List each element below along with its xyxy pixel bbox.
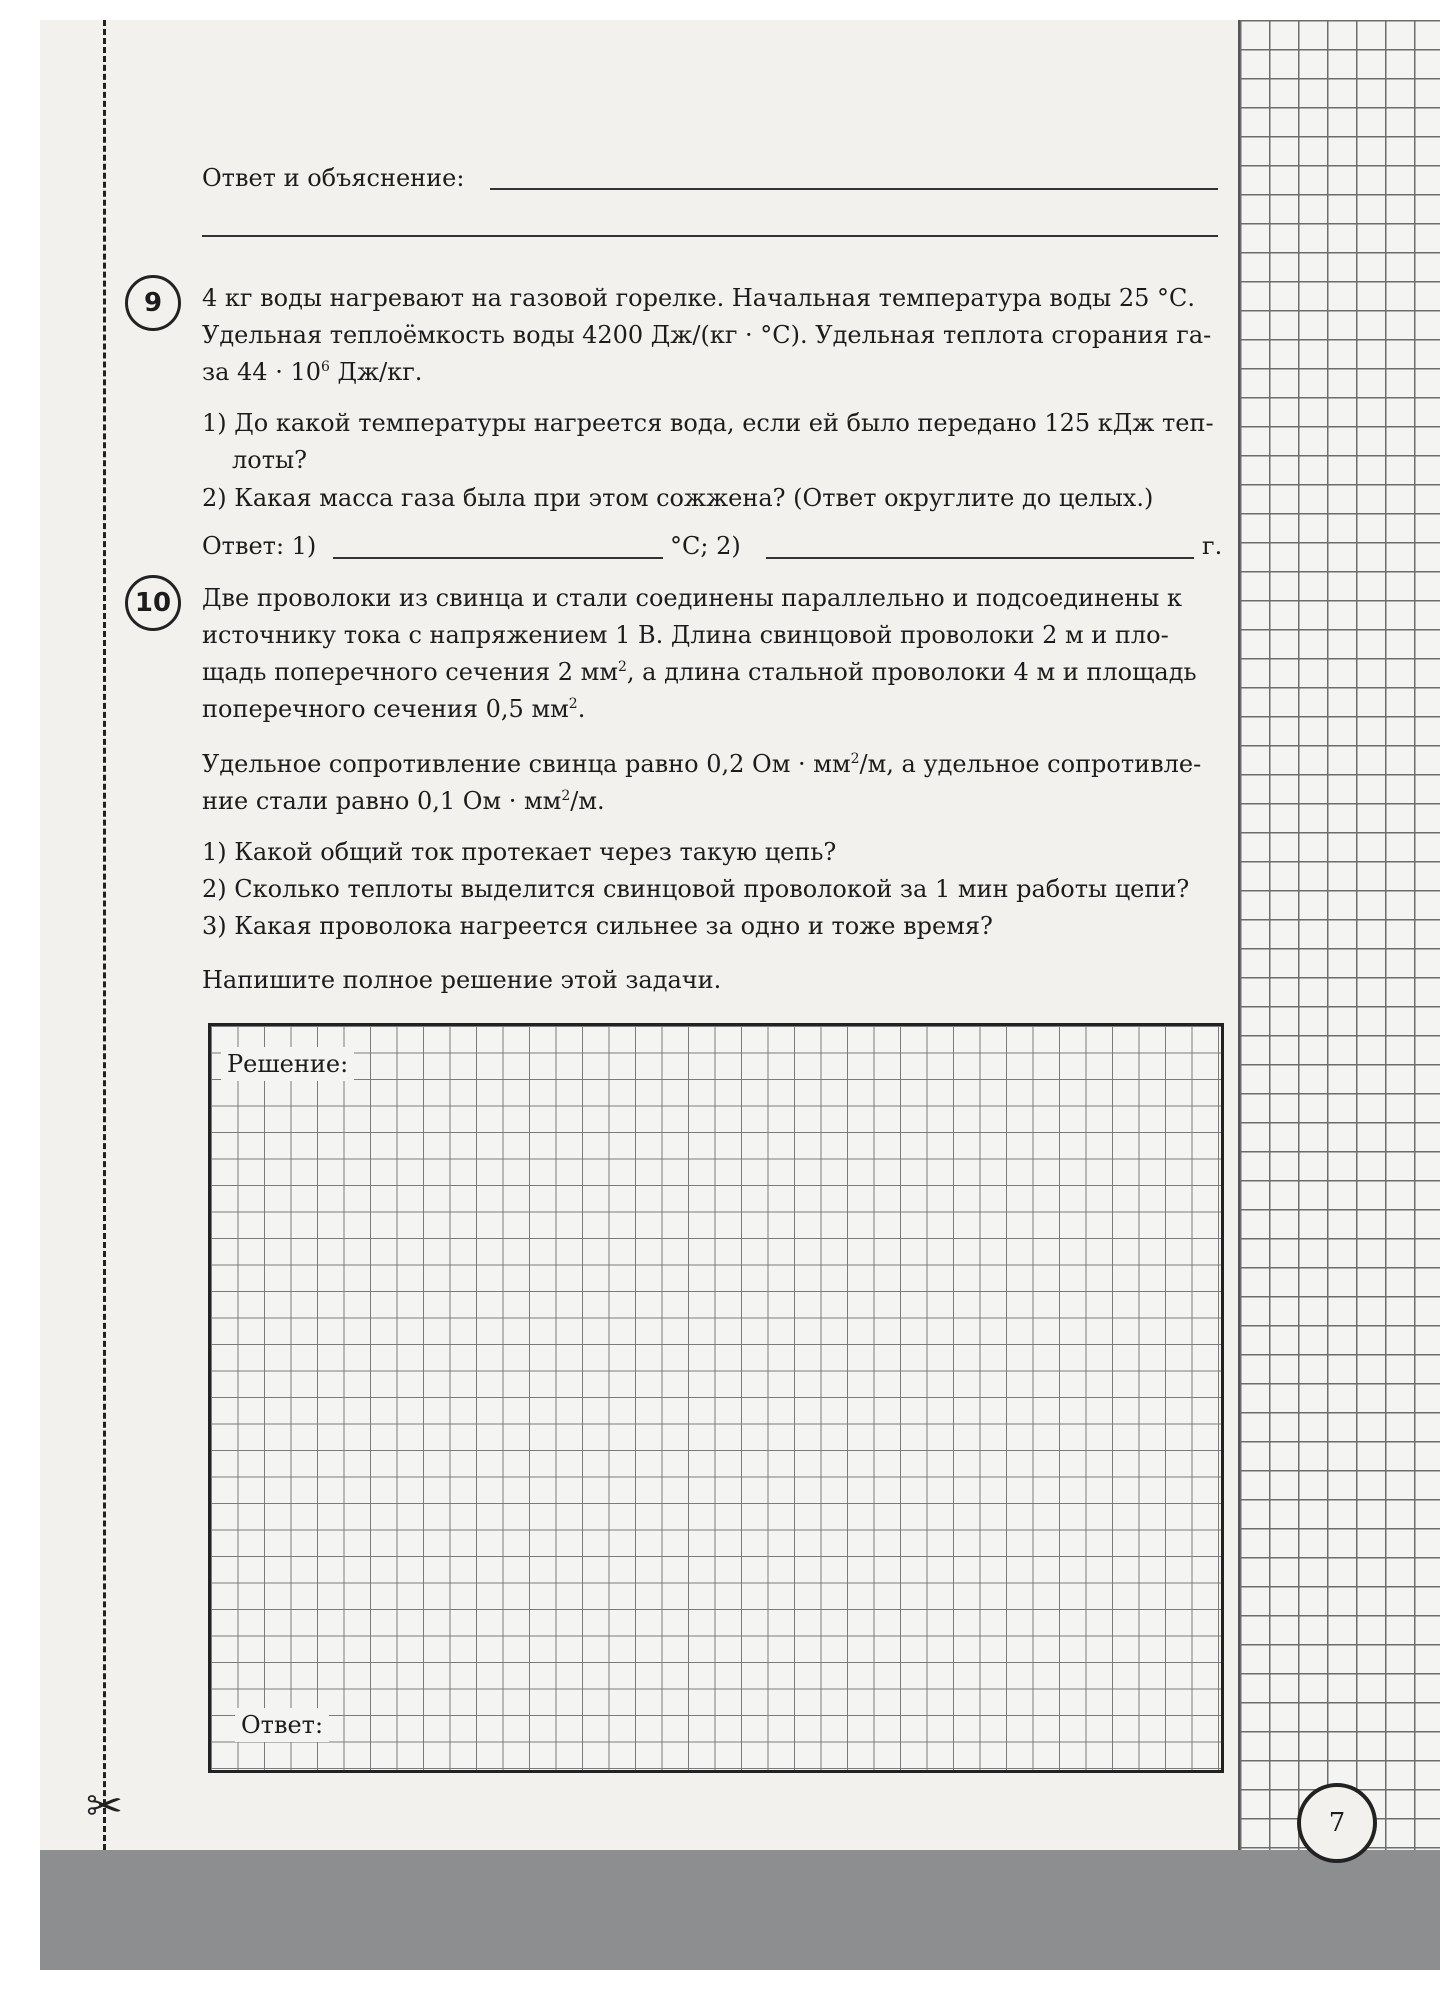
answer-explanation-line-2[interactable] [202, 235, 1218, 237]
task-9-answer-prefix: Ответ: 1) [202, 532, 317, 560]
task-10-instruction: Напишите полное решение этой задачи. [202, 966, 722, 994]
task-10-line-6-b: /м. [570, 787, 605, 815]
task-10-question-2: 2) Сколько теплоты выделится свинцовой проволокой за 1 мин работы цепи? [202, 875, 1190, 903]
task-10-sup-1: 2 [617, 659, 627, 675]
task-10-line-5 [202, 746, 1201, 782]
task-9-answer-mid: °С; 2) [670, 532, 741, 560]
task-10-line-4 [202, 691, 585, 727]
task-9-line-3-unit: Дж/кг. [329, 358, 423, 386]
task-10-line-5-a: Удельное сопротивление свинца равно 0,2 Ом · мм [202, 750, 851, 778]
task-10-line-6 [202, 783, 605, 819]
task-9-line-3-text: за 44 · 10 [202, 358, 321, 386]
scissors-icon: ✂ [86, 1781, 123, 1832]
task-9-question-2: 2) Какая масса газа была при этом сожжена? (Ответ округлите до целых.) [202, 484, 1154, 512]
task-9-answer-2-field[interactable] [766, 557, 1194, 559]
task-10-line-2: источнику тока с напряжением 1 В. Длина свинцовой проволоки 2 м и пло- [202, 621, 1169, 649]
task-9-line-2: Удельная теплоёмкость воды 4200 Дж/(кг · °С). Удельная теплота сгорания га- [202, 321, 1212, 349]
task-10-line-3-a: щадь поперечного сечения 2 мм [202, 658, 618, 686]
page-number: 7 [1297, 1783, 1377, 1863]
task-10-sup-2: 2 [568, 696, 578, 712]
task-10-sup-4: 2 [561, 788, 571, 804]
task-9-line-3 [202, 354, 422, 390]
task-9-line-1: 4 кг воды нагревают на газовой горелке. Начальная температура воды 25 °С. [202, 284, 1196, 312]
task-10-line-3 [202, 654, 1197, 690]
solution-answer-label: Ответ: [235, 1708, 329, 1742]
task-10-question-3: 3) Какая проволока нагреется сильнее за одно и тоже время? [202, 912, 993, 940]
task-9-answer-1-field[interactable] [333, 557, 663, 559]
task-9-number: 9 [125, 275, 181, 331]
scan-background-band [40, 1850, 1440, 1970]
task-9-question-1-line-2: лоты? [232, 446, 307, 474]
task-10-line-4-b: . [577, 695, 586, 723]
task-10-sup-3: 2 [850, 751, 860, 767]
task-10-line-1: Две проволоки из свинца и стали соединены параллельно и подсоединены к [202, 584, 1182, 612]
scan-background-white [0, 1970, 1454, 2000]
answer-explanation-label: Ответ и объяснение: [202, 164, 465, 192]
solution-grid-box[interactable] [208, 1023, 1224, 1773]
task-9-exponent: 6 [321, 359, 330, 375]
task-10-line-3-b: , а длина стальной проволоки 4 м и площадь [626, 658, 1197, 686]
cut-line [103, 20, 106, 1850]
task-10-line-4-a: поперечного сечения 0,5 мм [202, 695, 569, 723]
margin-grid [1238, 20, 1440, 1850]
task-9-answer-unit: г. [1202, 532, 1223, 560]
task-10-line-5-b: /м, а удельное сопротивле- [859, 750, 1202, 778]
task-10-question-1: 1) Какой общий ток протекает через такую цепь? [202, 838, 837, 866]
task-10-line-6-a: ние стали равно 0,1 Ом · мм [202, 787, 562, 815]
solution-label: Решение: [221, 1047, 354, 1081]
task-10-number: 10 [125, 575, 181, 631]
answer-explanation-line[interactable] [490, 188, 1218, 190]
task-9-question-1-line-1: 1) До какой температуры нагреется вода, если ей было передано 125 кДж теп- [202, 409, 1214, 437]
